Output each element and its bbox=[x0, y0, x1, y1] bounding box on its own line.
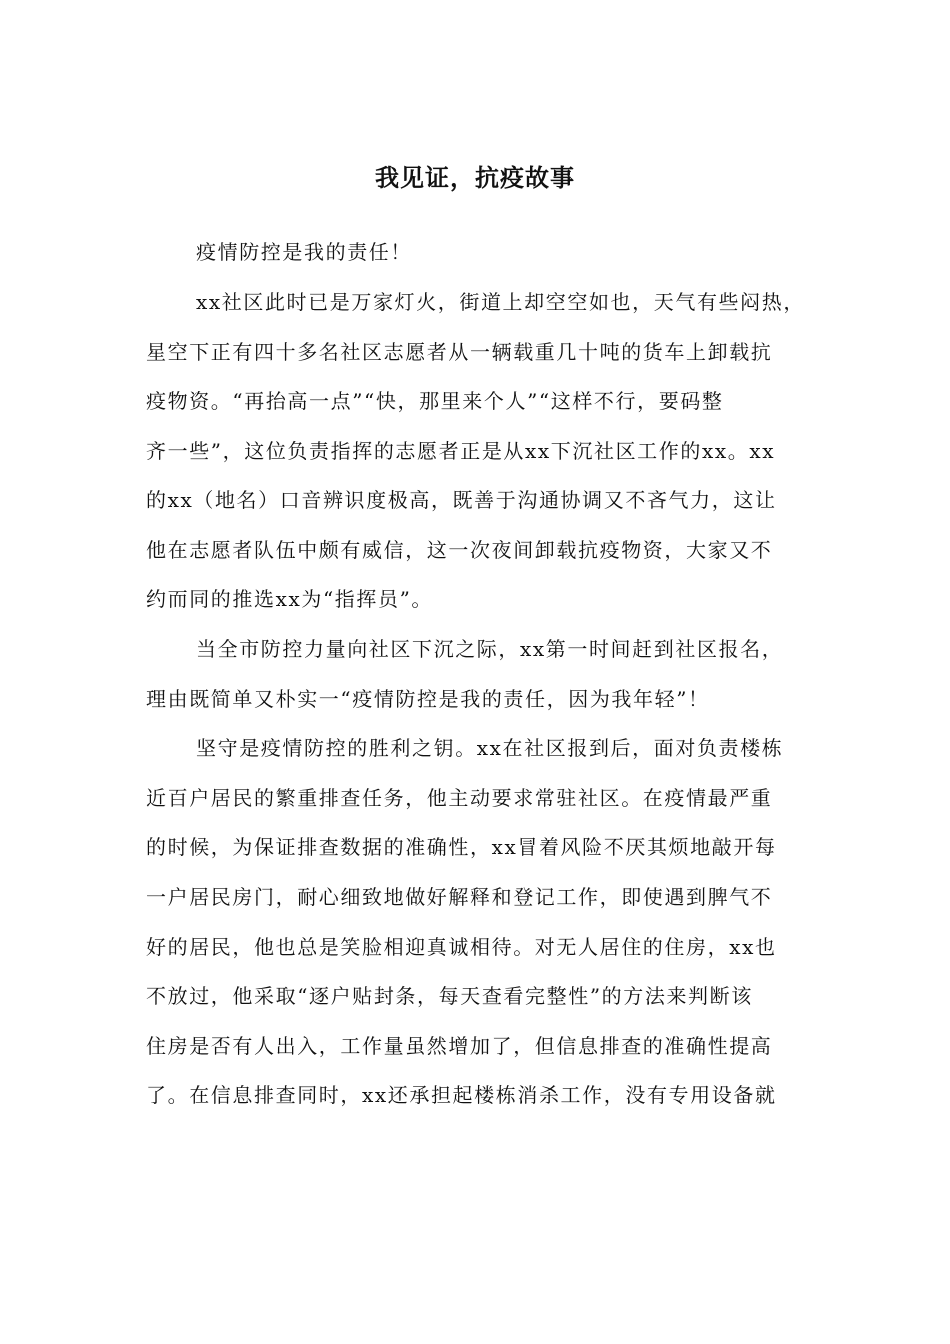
paragraph-line: 理由既简单又朴实一“疫情防控是我的责任，因为我年轻”！ bbox=[146, 687, 710, 711]
paragraph-line: 他在志愿者队伍中颇有威信，这一次夜间卸载抗疫物资，大家又不 bbox=[146, 538, 773, 562]
paragraph-line: 一户居民房门，耐心细致地做好解释和登记工作，即使遇到脾气不 bbox=[146, 885, 773, 909]
paragraph-line: 齐一些”，这位负责指挥的志愿者正是从xx下沉社区工作的xx。xx bbox=[146, 439, 776, 463]
paragraph-line: 好的居民，他也总是笑脸相迎真诚相待。对无人居住的住房，xx也 bbox=[146, 935, 777, 959]
paragraph-line: 不放过，他采取“逐户贴封条，每天查看完整性”的方法来判断该 bbox=[146, 984, 753, 1008]
paragraph-line: 疫情防控是我的责任！ bbox=[196, 240, 412, 264]
page-title: 我见证，抗疫故事 bbox=[375, 163, 575, 192]
paragraph-line: 的时候，为保证排查数据的准确性，xx冒着风险不厌其烦地敲开每 bbox=[146, 835, 777, 859]
paragraph-line: 了。在信息排查同时，xx还承担起楼栋消杀工作，没有专用设备就 bbox=[146, 1083, 777, 1107]
paragraph-line: 住房是否有人出入，工作量虽然增加了，但信息排查的准确性提高 bbox=[146, 1034, 773, 1058]
paragraph-line: 坚守是疫情防控的胜利之钥。xx在社区报到后，面对负责楼栋 bbox=[196, 736, 784, 760]
paragraph-line: 的xx（地名）口音辨识度极高，既善于沟通协调又不吝气力，这让 bbox=[146, 488, 777, 512]
paragraph-line: 约而同的推选xx为“指挥员”。 bbox=[146, 587, 434, 611]
paragraph-line: 疫物资。“再抬高一点”“快，那里来个人”“这样不行，要码整 bbox=[146, 389, 724, 413]
paragraph-line: 星空下正有四十多名社区志愿者从一辆载重几十吨的货车上卸载抗 bbox=[146, 340, 773, 364]
paragraph-line: 近百户居民的繁重排查任务，他主动要求常驻社区。在疫情最严重 bbox=[146, 786, 773, 810]
paragraph-line: xx社区此时已是万家灯火，街道上却空空如也，天气有些闷热， bbox=[196, 290, 805, 314]
paragraph-line: 当全市防控力量向社区下沉之际，xx第一时间赶到社区报名， bbox=[196, 637, 784, 661]
